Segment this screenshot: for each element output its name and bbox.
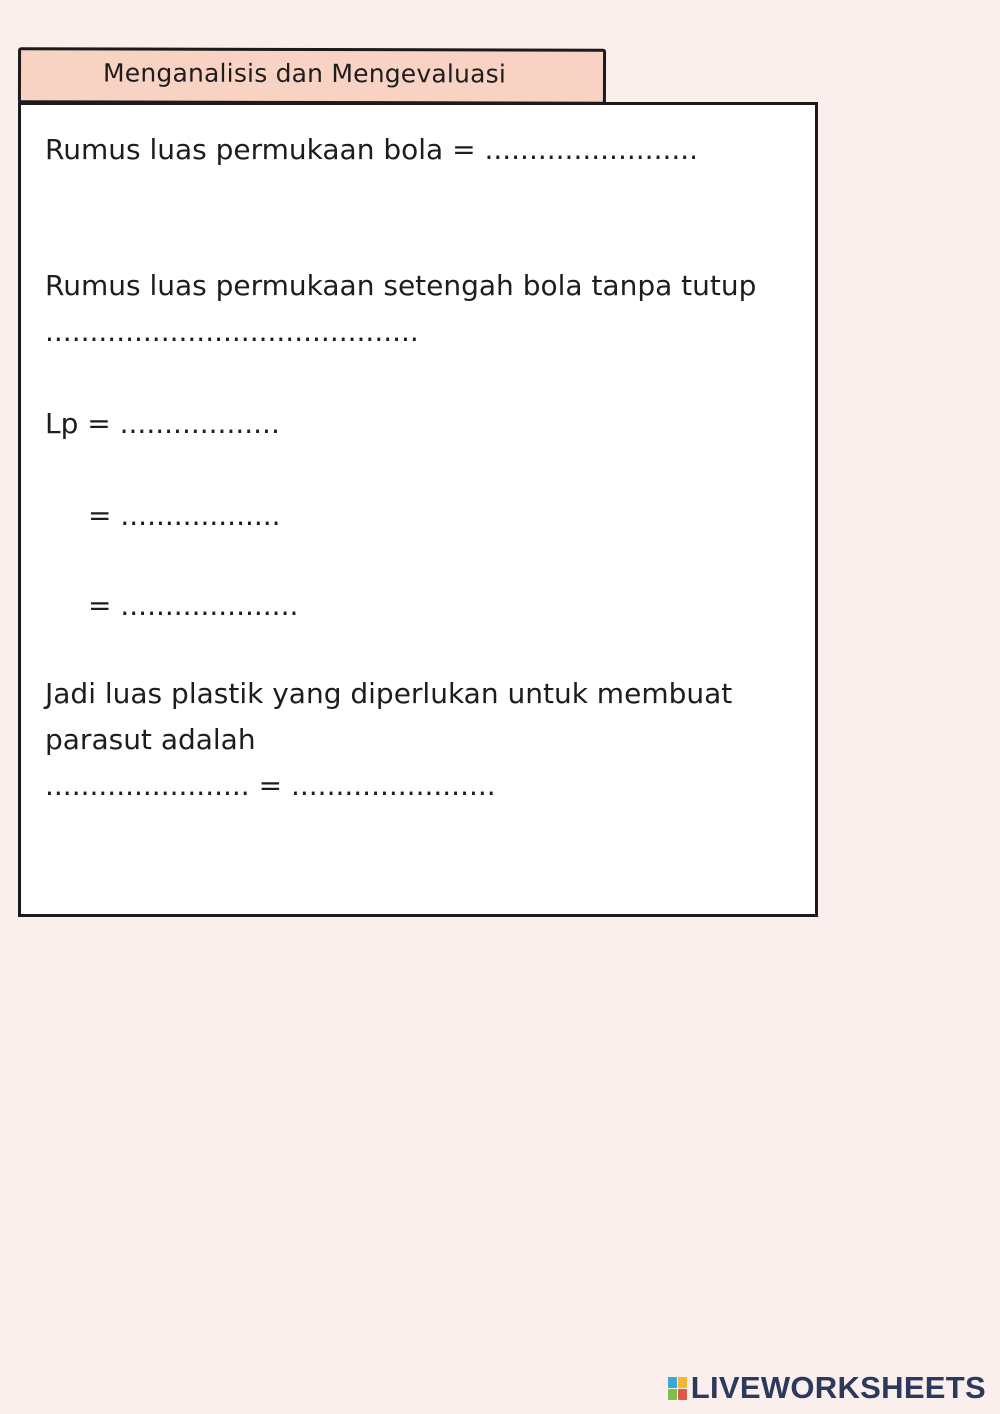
lp-step-1: Lp = .................. — [45, 407, 280, 440]
sphere-surface-formula-line: Rumus luas permukaan bola = ........................ — [45, 133, 699, 166]
section-header-tab — [18, 47, 606, 105]
brand-name: LIVEWORKSHEETS — [690, 1370, 986, 1405]
lp-step-2: = .................. — [88, 499, 281, 532]
liveworksheets-logo-icon — [668, 1377, 687, 1400]
liveworksheets-logo — [668, 1370, 986, 1406]
conclusion-line-2: parasut adalah — [45, 723, 256, 756]
hemisphere-formula-blank: .......................................... — [45, 315, 419, 348]
worksheet-card — [18, 102, 818, 917]
conclusion-line-1: Jadi luas plastik yang diperlukan untuk membuat — [45, 677, 733, 710]
conclusion-answer-blank: ....................... = ....................... — [45, 769, 496, 802]
lp-step-3: = .................... — [88, 589, 299, 622]
section-title: Menganalisis dan Mengevaluasi — [102, 58, 507, 89]
hemisphere-formula-line: Rumus luas permukaan setengah bola tanpa tutup — [45, 269, 757, 302]
